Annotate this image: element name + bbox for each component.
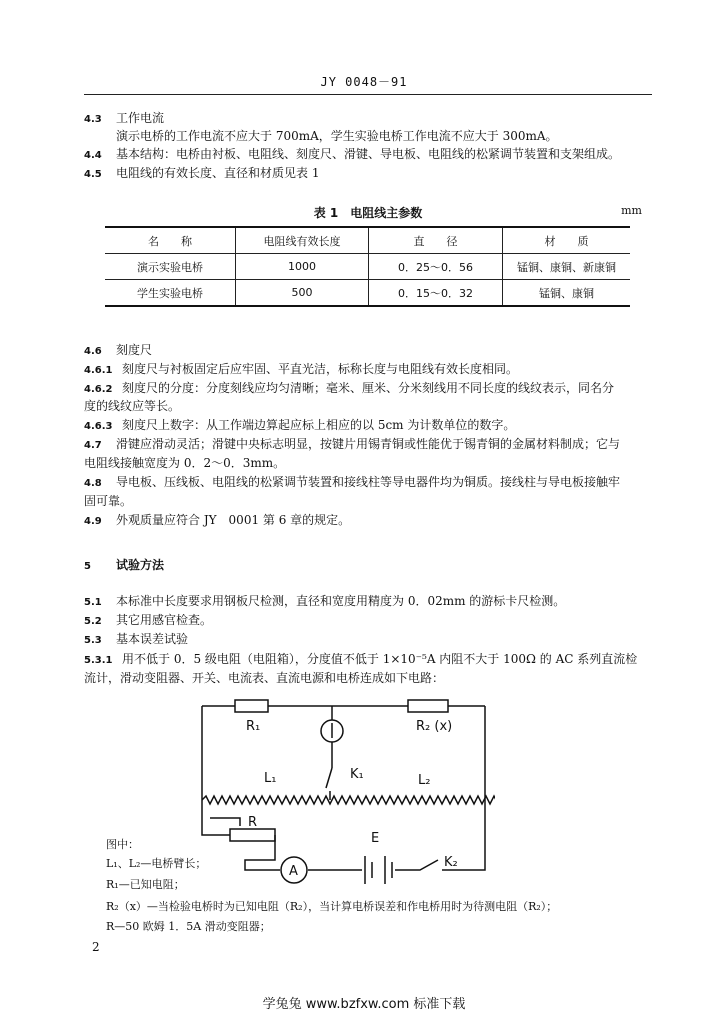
- table-cell: 演示实验电桥: [105, 254, 236, 280]
- table-cell: 学生实验电桥: [105, 280, 236, 307]
- section-4-6-1: 4.6.1 刻度尺与衬板固定后应牢固、平直光洁，标称长度与电阻线有效长度相同。: [84, 362, 519, 376]
- section-5-heading: 5 试验方法: [84, 558, 165, 572]
- label-r2: R₂ (x): [416, 719, 453, 734]
- table-row: [105, 280, 630, 307]
- table-cell: 1000: [236, 254, 369, 280]
- resistor-r1: [235, 700, 268, 712]
- section-5-2: 5.2 其它用感官检查。: [84, 613, 213, 627]
- legend-r1: R₁—已知电阻；: [106, 878, 185, 891]
- table-cell: 0．25～0．56: [369, 254, 503, 280]
- rheostat-slider: [210, 818, 240, 826]
- label-l1: L₁: [264, 771, 277, 786]
- section-4-7-cont: 电阻线接触宽度为 0．2～0．3mm。: [84, 456, 286, 470]
- label-e: E: [371, 831, 380, 846]
- section-4-6-2-cont: 度的线纹应等长。: [84, 399, 181, 413]
- table-row: [105, 254, 630, 280]
- table-cell: 500: [236, 280, 369, 307]
- section-4-8-cont: 固可靠。: [84, 494, 133, 508]
- section-4-6-3: 4.6.3 刻度尺上数字：从工作端边算起应标上相应的以 5cm 为计数单位的数字。: [84, 418, 516, 432]
- table-cell: 0．15～0．32: [369, 280, 503, 307]
- resistor-r2: [408, 700, 448, 712]
- table-cell: 锰铜、康铜、新康铜: [503, 254, 631, 280]
- section-4-9: 4.9 外观质量应符合 JY 0001 第 6 章的规定。: [84, 513, 351, 527]
- legend-l: L₁、L₂—电桥臂长；: [106, 857, 207, 870]
- table-header-cell: 名 称: [105, 227, 236, 254]
- section-4-6-heading: 4.6 刻度尺: [84, 343, 153, 357]
- legend-r2: R₂（x）—当检验电桥时为已知电阻（R₂），当计算电桥误差和作电桥用时为待测电阻（R₂）；: [106, 900, 558, 913]
- legend-r: R—50 欧姆 1．5A 滑动变阻器；: [106, 920, 271, 933]
- table-header-cell: 直 径: [369, 227, 503, 254]
- section-4-6-2: 4.6.2 刻度尺的分度：分度刻线应均匀清晰；毫米、厘米、分米刻线用不同长度的线纹表示，同名分: [84, 381, 615, 395]
- slide-wire-zigzag: [202, 796, 495, 804]
- label-ammeter: A: [289, 864, 298, 879]
- rheostat-r: [230, 829, 275, 841]
- footer-watermark: 学兔兔 www.bzfxw.com 标准下载: [262, 997, 466, 1012]
- lower-left-wire: [202, 800, 485, 870]
- table-unit: mm: [621, 204, 642, 217]
- section-4-7: 4.7 滑键应滑动灵活；滑键中央标志明显，按键片用锡青铜或性能优于锡青铜的金属材料制成；它与: [84, 437, 621, 451]
- table-header-cell: 材 质: [503, 227, 631, 254]
- switch-k1: [326, 768, 332, 800]
- table-cell: 锰铜、康铜: [503, 280, 631, 307]
- legend-title: 图中：: [106, 838, 139, 851]
- section-4-3-heading: 4.3 工作电流: [84, 111, 165, 125]
- table-header-cell: 电阻线有效长度: [236, 227, 369, 254]
- header-rule: [84, 94, 652, 95]
- section-4-5: 4.5 电阻线的有效长度、直径和材质见表 1: [84, 166, 320, 180]
- bridge-circuit-diagram: [180, 690, 495, 890]
- label-l2: L₂: [418, 773, 431, 788]
- section-4-8: 4.8 导电板、压线板、电阻线的松紧调节装置和接线柱等导电器件均为铜质。接线柱与导电板接触牢: [84, 475, 621, 489]
- label-r: R: [248, 815, 258, 830]
- section-4-4: 4.4 基本结构：电桥由衬板、电阻线、刻度尺、滑键、导电板、电阻线的松紧调节装置和支架组成。: [84, 147, 621, 161]
- label-k2: K₂: [444, 855, 458, 870]
- doc-header: JY 0048－91: [320, 75, 408, 89]
- section-5-3-1: 5.3.1 用不低于 0．5 级电阻（电阻箱），分度值不低于 1×10⁻⁵A 内阻不大于 100Ω 的 AC 系列直流检: [84, 652, 638, 666]
- label-k1: K₁: [350, 767, 364, 782]
- table-header-row: [105, 227, 630, 254]
- page-number: 2: [92, 940, 100, 954]
- section-5-3: 5.3 基本误差试验: [84, 632, 189, 646]
- section-4-3-body: 演示电桥的工作电流不应大于 700mA，学生实验电桥工作电流不应大于 300mA。: [116, 129, 558, 143]
- section-5-3-1-cont: 流计，滑动变阻器、开关、电流表、直流电源和电桥连成如下电路：: [84, 671, 445, 685]
- label-r1: R₁: [246, 719, 261, 734]
- section-5-1: 5.1 本标准中长度要求用钢板尺检测，直径和宽度用精度为 0．02mm 的游标卡尺检测。: [84, 594, 566, 608]
- parameters-table: [105, 226, 630, 307]
